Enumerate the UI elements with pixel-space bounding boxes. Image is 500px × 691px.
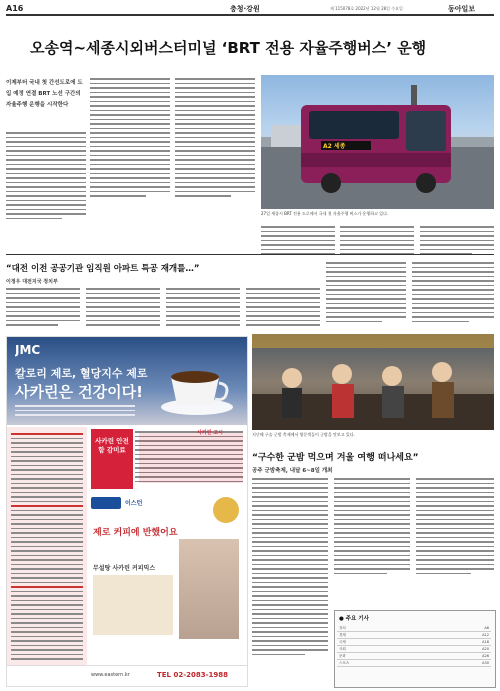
- story3-body-col1: [252, 478, 328, 655]
- section-label: 충청·강원: [230, 5, 260, 13]
- section-rule-1: [6, 254, 494, 255]
- ad-desc-lines: [15, 405, 135, 416]
- model-photo: [179, 539, 239, 639]
- story3-subhead: 공주 군밤축제, 내달 6~8일 개최: [252, 468, 333, 474]
- story3-photo-caption: 지난해 구술 군밤 축제에서 방문객들이 군밤을 맛보고 있다.: [252, 432, 355, 437]
- index-row: 국제 A18: [339, 639, 489, 644]
- index-title: ● 주요 기사: [339, 616, 369, 622]
- index-row: 정치 A6: [339, 625, 489, 630]
- top-story-headline: 오송역~세종시외버스터미널 ‘BRT 전용 자율주행버스’ 운행: [30, 39, 427, 57]
- ad-line2: 사카린은 건강이다!: [15, 383, 143, 401]
- index-row: 사회 A20: [339, 646, 489, 651]
- story2-body-col6: [412, 262, 494, 322]
- ad-footer-bar: [7, 665, 247, 686]
- bus-photo: [261, 75, 494, 209]
- issue-info: 제 115078호 2022년 12월 28일 수요일: [330, 6, 403, 11]
- story2-body-col5: [326, 262, 406, 322]
- index-box: [334, 610, 496, 688]
- top-story-body-col1: [6, 132, 86, 219]
- index-row: 경제 A12: [339, 632, 489, 637]
- ad-homepage: www.eastern.kr: [91, 672, 130, 678]
- ad-badge-text: 사카린 안전함 감미료: [95, 437, 129, 454]
- coffee-cup-icon: [157, 357, 237, 417]
- index-row: 스포츠 A30: [339, 660, 489, 665]
- ad-line1: 칼로리 제로, 혈당지수 제로: [15, 367, 148, 380]
- story3-body-col3: [416, 478, 494, 574]
- eastern-logo: [91, 497, 121, 509]
- product2-name: 무설탕 사카린 커피믹스: [93, 565, 156, 572]
- promo-bubble: 제로 커피에 반했어요: [93, 528, 178, 538]
- story2-byline: 이정우 대전지국 정치부: [6, 279, 58, 285]
- index-row: 문화 A26: [339, 653, 489, 658]
- jmc-ad: [6, 336, 248, 687]
- bus-sign: A2 세종: [323, 143, 346, 150]
- promo-badge-icon: [213, 497, 239, 523]
- bus-illustration: [261, 75, 494, 209]
- story3-headline: “구수한 군밤 먹으며 겨울 여행 떠나세요”: [252, 453, 419, 463]
- eastern-logo-text: 이스턴: [125, 500, 143, 507]
- top-story-lead: 이제부터 국내 첫 간선도로에 도입 예정 연결 BRT 노선 구간의 자율주행 운행을 시작한다: [6, 80, 83, 108]
- story2-body-col3: [166, 288, 240, 326]
- ad-badge-label: 사카린 고시: [197, 430, 223, 436]
- ad-phone: TEL 02-2083-1988: [157, 671, 228, 679]
- story2-body-col2: [86, 288, 160, 326]
- story2-body-col1: [6, 288, 80, 326]
- ad-product-boxes: [139, 433, 243, 483]
- ad-brand: JMC: [15, 343, 41, 357]
- bus-photo-caption: 27일 세종시 BRT 전용 도로에서 국내 첫 자율주행 버스가 운행하고 있다.: [261, 211, 389, 216]
- story2-headline: “대전 이전 공공기관 임직원 아파트 특공 재개를…”: [6, 264, 200, 274]
- top-story-body-col4: [261, 226, 335, 255]
- story3-body-col2: [334, 478, 410, 574]
- top-story-body-col6: [420, 226, 494, 255]
- chestnut-festival-photo: [252, 334, 494, 430]
- top-story-body-col5: [340, 226, 414, 255]
- ad-badge: [91, 429, 133, 489]
- ad-left-panel: [7, 427, 87, 683]
- top-story-body-col3: [175, 78, 255, 197]
- ad-bottom-promo: [89, 495, 245, 663]
- header-rule: [6, 14, 494, 16]
- top-story-body-col2: [90, 78, 170, 197]
- story2-body-col4: [246, 288, 320, 326]
- paper-name: 동아일보: [448, 4, 476, 13]
- page-number: A16: [6, 4, 24, 13]
- coffee-box: [93, 575, 173, 635]
